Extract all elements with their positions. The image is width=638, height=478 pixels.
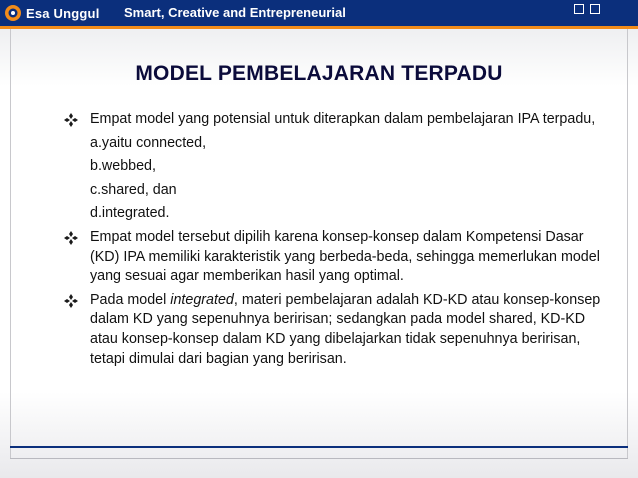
- logo-text: Esa Unggul: [26, 5, 100, 21]
- corner-square-icon: [574, 4, 584, 14]
- list-item: b.webbed,: [90, 158, 156, 175]
- bullet-3-emphasis: integrated: [170, 291, 234, 308]
- left-border-line: [10, 29, 11, 458]
- bullet-3: [66, 291, 606, 369]
- bullet-3-prefix: Pada model: [90, 291, 171, 308]
- footer-line: [10, 446, 628, 448]
- list-item: a.yaitu connected,: [90, 134, 207, 151]
- bullet-2-text: Empat model tersebut dipilih karena konsep-konsep dalam Kompetensi Dasar (KD) IPA memiliki karakteristik yang berbeda-beda, sehingga memerlukan model yang sesuai agar memberikan hasil yang optimal.: [90, 228, 600, 285]
- bullet-1: [66, 110, 606, 224]
- corner-square-icon: [590, 4, 600, 14]
- list-item: d.integrated.: [90, 205, 170, 222]
- header-bar: [0, 0, 638, 26]
- list-item: c.shared, dan: [90, 181, 177, 198]
- slide-title: MODEL PEMBELAJARAN TERPADU: [135, 62, 503, 85]
- diamond-bullet-icon: [64, 294, 78, 308]
- bullet-1-text: Empat model yang potensial untuk diterapkan dalam pembelajaran IPA terpadu,: [90, 111, 596, 127]
- logo-mark-icon: [4, 4, 22, 22]
- diamond-bullet-icon: [64, 231, 78, 245]
- diamond-bullet-icon: [64, 113, 78, 127]
- header-accent-stripe: [0, 26, 638, 29]
- tagline: Smart, Creative and Entrepreneurial: [124, 5, 346, 20]
- bullet-3-suffix: , materi pembelajaran adalah KD-KD atau konsep-konsep dalam KD yang sepenuhnya beririsan; sedangkan pada model shared, KD-KD atau konsep-konsep dalam KD yang dibelajarkan tidak sepenuhnya beririsan, tetapi dimulai dari bagian yang beririsan.: [90, 291, 601, 367]
- logo: [4, 3, 100, 23]
- bullet-2: [66, 228, 606, 287]
- right-border-line: [627, 29, 628, 458]
- footer-thin-line: [10, 458, 628, 459]
- slide-content: [66, 110, 606, 370]
